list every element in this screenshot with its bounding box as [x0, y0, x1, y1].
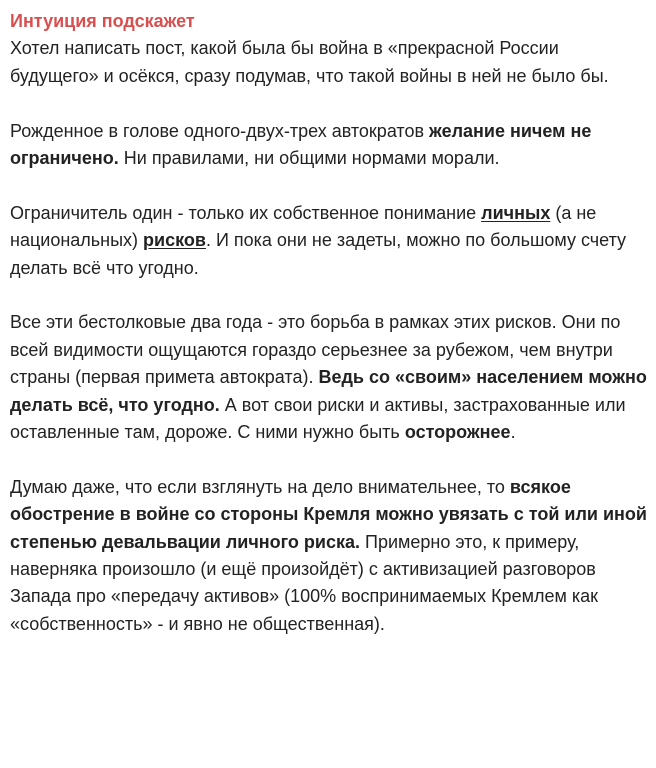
paragraph-5-text-a: Думаю даже, что если взглянуть на дело внимательнее, то [10, 476, 510, 497]
paragraph-1: Хотел написать пост, какой была бы война в «прекрасной России будущего» и осёкся, сразу подумав, что такой войны в ней не было бы. [10, 38, 609, 86]
message-post [10, 8, 650, 638]
paragraph-4 [10, 309, 650, 446]
paragraph-4-text-c: А вот свои риски и активы, застрахованные или оставленные там, дороже. С ними нужно быть [10, 394, 626, 443]
paragraph-2-text-c: Ни правилами, ни общими нормами морали. [118, 148, 500, 169]
paragraph-4-bold-2: осторожнее [404, 422, 511, 443]
paragraph-3-text-e: . И пока они не задеты, можно по большому счету делать всё что угодно. [10, 230, 627, 278]
paragraph-5-text-c: Примерно это, к примеру, наверняка произошло (и ещё произойдёт) с активизацией разговоров Запада про «передачу активов» (100% воспринимаемых Кремлем как «собственность» - и явно не общественная). [10, 531, 598, 634]
paragraph-3-bold-underline-1: личных [481, 202, 551, 223]
paragraph-2 [10, 118, 650, 173]
paragraph-5 [10, 474, 650, 638]
paragraph-3-text-c: (а не национальных) [10, 202, 597, 251]
paragraph-2-text-a: Рожденное в голове одного-двух-трех автократов [10, 120, 430, 141]
paragraph-4-bold-1: Ведь со «своим» населением можно делать всё, что угодно. [10, 367, 647, 415]
channel-name[interactable]: Интуиция подскажет [10, 11, 195, 31]
paragraph-3 [10, 200, 650, 282]
paragraph-4-text-a: Все эти бестолковые два года - это борьба в рамках этих рисков. Они по всей видимости ощущаются гораздо серьезнее за рубежом, чем внутри страны (первая примета автократа). [10, 312, 621, 388]
paragraph-2-bold: желание ничем не ограничено. [10, 120, 592, 169]
paragraph-3-text-a: Ограничитель один - только их собственное понимание [10, 202, 482, 223]
paragraph-4-text-e: . [510, 422, 516, 443]
paragraph-3-bold-underline-2: рисков [143, 230, 206, 251]
paragraph-5-bold: всякое обострение в войне со стороны Кремля можно увязать с той или иной степенью девальвации личного риска. [10, 476, 647, 552]
